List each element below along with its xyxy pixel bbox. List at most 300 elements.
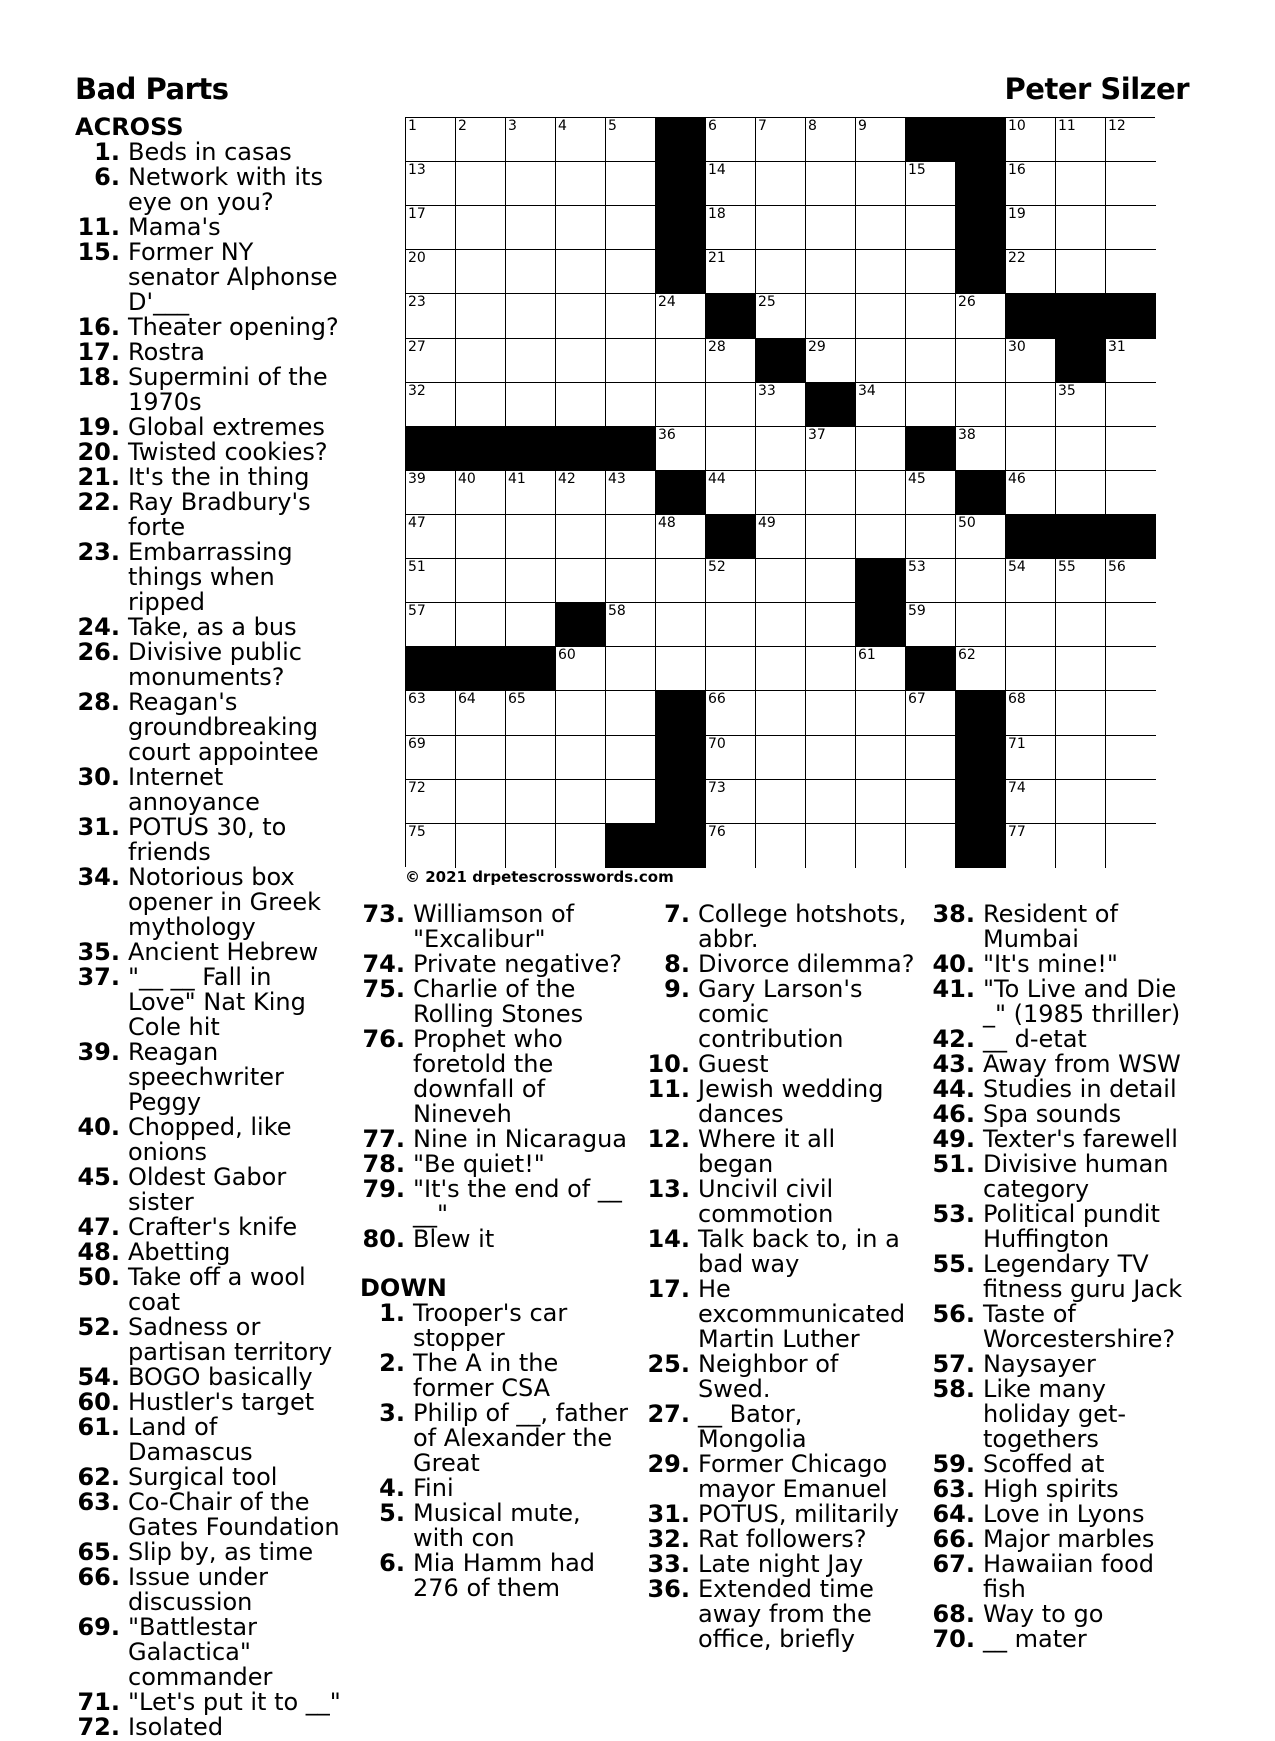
across-clue (75, 1040, 345, 1115)
grid-cell[interactable] (456, 339, 506, 383)
grid-cell[interactable] (606, 647, 656, 691)
across-clue (75, 240, 345, 315)
grid-cell[interactable] (1106, 736, 1156, 780)
grid-cell[interactable] (406, 559, 456, 603)
grid-cell[interactable] (506, 780, 556, 824)
grid-cell[interactable] (506, 691, 556, 735)
grid-cell[interactable] (1106, 339, 1156, 383)
grid-cell[interactable] (706, 736, 756, 780)
grid-cell[interactable] (606, 162, 656, 206)
grid-cell[interactable] (856, 383, 906, 427)
grid-cell[interactable] (606, 206, 656, 250)
grid-cell[interactable] (556, 383, 606, 427)
grid-cell[interactable] (856, 515, 906, 559)
clue-number: 69. (77, 1613, 120, 1641)
grid-cell[interactable] (706, 780, 756, 824)
black-square (656, 206, 706, 250)
grid-cell[interactable] (656, 339, 706, 383)
clue-text: Political pundit Huffington (983, 1200, 1160, 1253)
grid-cell[interactable] (756, 647, 806, 691)
clue-number: 8. (664, 950, 690, 978)
clue-text: Guest (698, 1050, 769, 1078)
grid-cell[interactable] (906, 162, 956, 206)
grid-cell[interactable] (506, 383, 556, 427)
grid-cell[interactable] (1106, 471, 1156, 515)
grid-cell[interactable] (656, 603, 706, 647)
grid-cell[interactable] (806, 339, 856, 383)
down-clue (930, 1152, 1200, 1202)
black-square (706, 515, 756, 559)
grid-cell[interactable] (656, 294, 706, 338)
grid-cell[interactable] (906, 736, 956, 780)
cell-number: 16 (1008, 162, 1026, 179)
grid-cell[interactable] (606, 736, 656, 780)
grid-cell[interactable] (1056, 691, 1106, 735)
clue-number: 31. (647, 1500, 690, 1528)
grid-cell[interactable] (456, 118, 506, 162)
grid-cell[interactable] (456, 824, 506, 868)
down-clue (930, 1252, 1200, 1302)
grid-cell[interactable] (606, 780, 656, 824)
grid-cell[interactable] (1106, 824, 1156, 868)
grid-cell[interactable] (906, 339, 956, 383)
black-square (656, 118, 706, 162)
cell-number: 33 (758, 382, 776, 399)
grid-cell[interactable] (756, 427, 806, 471)
grid-cell[interactable] (706, 339, 756, 383)
grid-cell[interactable] (406, 736, 456, 780)
grid-cell[interactable] (656, 383, 706, 427)
clue-number: 17. (647, 1275, 690, 1303)
grid-cell[interactable] (456, 250, 506, 294)
grid-cell[interactable] (906, 515, 956, 559)
grid-cell[interactable] (556, 647, 606, 691)
grid-cell[interactable] (806, 603, 856, 647)
grid-cell[interactable] (906, 780, 956, 824)
across-clue (75, 1465, 345, 1490)
grid-cell[interactable] (906, 294, 956, 338)
clue-text: Musical mute, with con (413, 1499, 581, 1552)
grid-cell[interactable] (506, 206, 556, 250)
grid-cell[interactable] (706, 250, 756, 294)
cell-number: 21 (708, 250, 726, 267)
grid-cell[interactable] (806, 118, 856, 162)
clue-text: Texter's farewell (983, 1125, 1178, 1153)
grid-cell[interactable] (706, 383, 756, 427)
grid-cell[interactable] (1006, 427, 1056, 471)
down-clue (930, 1077, 1200, 1102)
grid-cell[interactable] (856, 780, 906, 824)
grid-cell[interactable] (856, 427, 906, 471)
clue-text: "Be quiet!" (413, 1150, 545, 1178)
grid-cell[interactable] (706, 691, 756, 735)
down-clue (360, 1476, 630, 1501)
clue-text: Rostra (128, 338, 205, 366)
grid-cell[interactable] (956, 383, 1006, 427)
cell-number: 36 (658, 426, 676, 443)
grid-cell[interactable] (706, 603, 756, 647)
grid-cell[interactable] (456, 383, 506, 427)
across-clue (75, 1215, 345, 1240)
grid-cell[interactable] (406, 250, 456, 294)
grid-cell[interactable] (556, 294, 606, 338)
grid-cell[interactable] (1106, 162, 1156, 206)
grid-cell[interactable] (1106, 780, 1156, 824)
grid-cell[interactable] (1056, 559, 1106, 603)
cell-number: 53 (908, 559, 926, 576)
grid-cell[interactable] (856, 250, 906, 294)
grid-cell[interactable] (556, 559, 606, 603)
cell-number: 61 (858, 647, 876, 664)
clue-text: Ray Bradbury's forte (128, 488, 311, 541)
grid-cell[interactable] (906, 824, 956, 868)
grid-cell[interactable] (756, 162, 806, 206)
grid-cell[interactable] (906, 691, 956, 735)
grid-cell[interactable] (456, 206, 506, 250)
grid-cell[interactable] (856, 691, 906, 735)
grid-cell[interactable] (906, 383, 956, 427)
clue-text: "Battlestar Galactica" commander (128, 1613, 273, 1691)
grid-cell[interactable] (706, 162, 756, 206)
grid-cell[interactable] (1056, 206, 1106, 250)
grid-cell[interactable] (706, 647, 756, 691)
grid-cell[interactable] (756, 603, 806, 647)
grid-cell[interactable] (406, 515, 456, 559)
cell-number: 49 (758, 514, 776, 531)
grid-cell[interactable] (506, 736, 556, 780)
grid-cell[interactable] (856, 647, 906, 691)
grid-cell[interactable] (556, 206, 606, 250)
grid-cell[interactable] (406, 339, 456, 383)
grid-cell[interactable] (1056, 471, 1106, 515)
grid-cell[interactable] (806, 206, 856, 250)
grid-cell[interactable] (1106, 691, 1156, 735)
grid-cell[interactable] (806, 162, 856, 206)
grid-cell[interactable] (606, 383, 656, 427)
grid-cell[interactable] (656, 559, 706, 603)
grid-cell[interactable] (856, 824, 906, 868)
grid-cell[interactable] (756, 206, 806, 250)
grid-cell[interactable] (406, 206, 456, 250)
grid-cell[interactable] (606, 339, 656, 383)
grid-cell[interactable] (456, 780, 506, 824)
grid-cell[interactable] (456, 294, 506, 338)
grid-cell[interactable] (406, 118, 456, 162)
grid-cell[interactable] (856, 206, 906, 250)
copyright-notice: © 2021 drpetescrosswords.com (405, 868, 674, 886)
grid-cell[interactable] (1006, 603, 1056, 647)
grid-cell[interactable] (406, 383, 456, 427)
grid-cell[interactable] (956, 647, 1006, 691)
grid-cell[interactable] (1006, 206, 1056, 250)
grid-cell[interactable] (456, 471, 506, 515)
down-clue (645, 1227, 915, 1277)
black-square (1006, 515, 1056, 559)
grid-cell[interactable] (806, 824, 856, 868)
grid-cell[interactable] (1006, 383, 1056, 427)
grid-cell[interactable] (856, 118, 906, 162)
across-clue (75, 315, 345, 340)
cell-number: 18 (708, 206, 726, 223)
grid-cell[interactable] (806, 559, 856, 603)
clue-text: Network with its eye on you? (128, 163, 323, 216)
grid-cell[interactable] (806, 736, 856, 780)
black-square (756, 339, 806, 383)
clue-text: __ d-etat (983, 1025, 1087, 1053)
grid-cell[interactable] (806, 471, 856, 515)
grid-cell[interactable] (506, 250, 556, 294)
grid-cell[interactable] (756, 250, 806, 294)
grid-cell[interactable] (1056, 162, 1106, 206)
grid-cell[interactable] (856, 339, 906, 383)
cell-number: 41 (508, 470, 526, 487)
down-clue (360, 1351, 630, 1401)
grid-cell[interactable] (706, 118, 756, 162)
grid-cell[interactable] (806, 647, 856, 691)
clue-number: 70. (932, 1625, 975, 1653)
grid-cell[interactable] (1106, 427, 1156, 471)
cell-number: 19 (1008, 206, 1026, 223)
grid-cell[interactable] (1006, 250, 1056, 294)
grid-cell[interactable] (856, 294, 906, 338)
grid-cell[interactable] (456, 515, 506, 559)
grid-cell[interactable] (1006, 162, 1056, 206)
down-clue (930, 1527, 1200, 1552)
clue-column-2 (360, 902, 630, 1601)
across-clue (75, 865, 345, 940)
clue-number: 3. (379, 1399, 405, 1427)
grid-cell[interactable] (556, 515, 606, 559)
grid-cell[interactable] (1006, 339, 1056, 383)
clue-text: Extended time away from the office, briefly (698, 1575, 874, 1653)
grid-cell[interactable] (506, 162, 556, 206)
grid-cell[interactable] (756, 736, 806, 780)
down-clue (645, 1277, 915, 1352)
grid-cell[interactable] (556, 824, 606, 868)
grid-cell[interactable] (906, 206, 956, 250)
grid-cell[interactable] (556, 339, 606, 383)
grid-cell[interactable] (756, 515, 806, 559)
grid-cell[interactable] (856, 471, 906, 515)
black-square (956, 118, 1006, 162)
grid-cell[interactable] (756, 824, 806, 868)
grid-cell[interactable] (906, 250, 956, 294)
clue-text: Theater opening? (128, 313, 339, 341)
clue-text: Oldest Gabor sister (128, 1163, 287, 1216)
grid-cell[interactable] (556, 736, 606, 780)
grid-cell[interactable] (756, 294, 806, 338)
grid-cell[interactable] (806, 515, 856, 559)
across-clue (360, 902, 630, 952)
grid-cell[interactable] (706, 559, 756, 603)
grid-cell[interactable] (1056, 824, 1106, 868)
clue-text: __ Bator, Mongolia (698, 1400, 807, 1453)
grid-cell[interactable] (906, 603, 956, 647)
grid-cell[interactable] (556, 691, 606, 735)
grid-cell[interactable] (606, 559, 656, 603)
grid-cell[interactable] (756, 383, 806, 427)
black-square (956, 471, 1006, 515)
cell-number: 24 (658, 294, 676, 311)
clue-number: 55. (932, 1250, 975, 1278)
grid-cell[interactable] (506, 339, 556, 383)
grid-cell[interactable] (1056, 427, 1106, 471)
grid-cell[interactable] (956, 603, 1006, 647)
grid-cell[interactable] (456, 162, 506, 206)
clue-number: 63. (932, 1475, 975, 1503)
grid-cell[interactable] (506, 603, 556, 647)
clue-number: 1. (379, 1299, 405, 1327)
grid-cell[interactable] (1106, 603, 1156, 647)
grid-cell[interactable] (1056, 383, 1106, 427)
across-clue (360, 977, 630, 1027)
grid-cell[interactable] (506, 515, 556, 559)
grid-cell[interactable] (406, 294, 456, 338)
grid-cell[interactable] (806, 250, 856, 294)
clue-number: 34. (77, 863, 120, 891)
grid-cell[interactable] (1006, 647, 1056, 691)
clue-text: Trooper's car stopper (413, 1299, 568, 1352)
grid-cell[interactable] (1006, 780, 1056, 824)
black-square (1006, 294, 1056, 338)
grid-cell[interactable] (506, 559, 556, 603)
grid-cell[interactable] (1106, 383, 1156, 427)
grid-cell[interactable] (656, 647, 706, 691)
grid-cell[interactable] (506, 824, 556, 868)
grid-cell[interactable] (1056, 118, 1106, 162)
across-clue (75, 1690, 345, 1715)
clue-text: Love in Lyons (983, 1500, 1145, 1528)
grid-cell[interactable] (706, 471, 756, 515)
grid-cell[interactable] (556, 780, 606, 824)
grid-cell[interactable] (1106, 647, 1156, 691)
clue-number: 53. (932, 1200, 975, 1228)
grid-cell[interactable] (806, 294, 856, 338)
grid-cell[interactable] (1056, 647, 1106, 691)
black-square (956, 162, 1006, 206)
grid-cell[interactable] (406, 691, 456, 735)
clue-number: 46. (932, 1100, 975, 1128)
grid-cell[interactable] (606, 471, 656, 515)
across-clue (75, 340, 345, 365)
grid-cell[interactable] (556, 118, 606, 162)
down-clue (930, 1477, 1200, 1502)
grid-cell[interactable] (1006, 559, 1056, 603)
grid-cell[interactable] (1056, 780, 1106, 824)
grid-cell[interactable] (506, 118, 556, 162)
black-square (956, 780, 1006, 824)
grid-cell[interactable] (756, 691, 806, 735)
clue-text: Philip of __, father of Alexander the Great (413, 1399, 628, 1477)
grid-cell[interactable] (456, 691, 506, 735)
grid-cell[interactable] (806, 427, 856, 471)
grid-cell[interactable] (1006, 118, 1056, 162)
clue-number: 44. (932, 1075, 975, 1103)
grid-cell[interactable] (556, 162, 606, 206)
cell-number: 44 (708, 470, 726, 487)
grid-cell[interactable] (1106, 559, 1156, 603)
clue-text: "To Live and Die _" (1985 thriller) (983, 975, 1181, 1028)
grid-cell[interactable] (506, 294, 556, 338)
grid-cell[interactable] (606, 250, 656, 294)
clue-text: Beds in casas (128, 138, 292, 166)
grid-cell[interactable] (1006, 824, 1056, 868)
clue-number: 28. (77, 688, 120, 716)
grid-cell[interactable] (606, 118, 656, 162)
grid-cell[interactable] (1106, 250, 1156, 294)
grid-cell[interactable] (806, 780, 856, 824)
clue-text: Way to go (983, 1600, 1104, 1628)
grid-cell[interactable] (1006, 691, 1056, 735)
clue-text: Scoffed at (983, 1450, 1105, 1478)
grid-cell[interactable] (706, 206, 756, 250)
grid-cell[interactable] (606, 515, 656, 559)
grid-cell[interactable] (1006, 471, 1056, 515)
grid-cell[interactable] (756, 118, 806, 162)
grid-cell[interactable] (406, 162, 456, 206)
grid-cell[interactable] (1056, 603, 1106, 647)
grid-cell[interactable] (1056, 736, 1106, 780)
grid-cell[interactable] (1056, 250, 1106, 294)
grid-cell[interactable] (456, 559, 506, 603)
grid-cell[interactable] (1106, 118, 1156, 162)
grid-cell[interactable] (706, 824, 756, 868)
grid-cell[interactable] (606, 603, 656, 647)
grid-cell[interactable] (406, 824, 456, 868)
cell-number: 60 (558, 647, 576, 664)
grid-cell[interactable] (506, 471, 556, 515)
grid-cell[interactable] (756, 559, 806, 603)
grid-cell[interactable] (1006, 736, 1056, 780)
grid-cell[interactable] (806, 691, 856, 735)
grid-cell[interactable] (606, 294, 656, 338)
grid-cell[interactable] (606, 691, 656, 735)
grid-cell[interactable] (656, 427, 706, 471)
grid-cell[interactable] (906, 559, 956, 603)
clue-text: Neighbor of Swed. (698, 1350, 839, 1403)
grid-cell[interactable] (956, 515, 1006, 559)
grid-cell[interactable] (956, 339, 1006, 383)
grid-cell[interactable] (656, 515, 706, 559)
grid-cell[interactable] (456, 603, 506, 647)
grid-cell[interactable] (956, 559, 1006, 603)
cell-number: 30 (1008, 338, 1026, 355)
grid-cell[interactable] (556, 250, 606, 294)
clue-text: Ancient Hebrew (128, 938, 319, 966)
grid-cell[interactable] (756, 780, 806, 824)
down-clue (645, 1402, 915, 1452)
grid-cell[interactable] (706, 427, 756, 471)
clue-text: College hotshots, abbr. (698, 900, 907, 953)
black-square (456, 647, 506, 691)
grid-cell[interactable] (956, 294, 1006, 338)
grid-cell[interactable] (406, 780, 456, 824)
grid-cell[interactable] (406, 603, 456, 647)
grid-cell[interactable] (1106, 206, 1156, 250)
grid-cell[interactable] (556, 471, 606, 515)
grid-cell[interactable] (956, 427, 1006, 471)
grid-cell[interactable] (756, 471, 806, 515)
cell-number: 12 (1108, 118, 1126, 134)
grid-cell[interactable] (406, 471, 456, 515)
grid-cell[interactable] (856, 736, 906, 780)
cell-number: 11 (1058, 118, 1076, 134)
clue-number: 9. (664, 975, 690, 1003)
clue-text: Williamson of "Excalibur" (413, 900, 575, 953)
grid-cell[interactable] (456, 736, 506, 780)
grid-cell[interactable] (856, 162, 906, 206)
grid-cell[interactable] (906, 471, 956, 515)
